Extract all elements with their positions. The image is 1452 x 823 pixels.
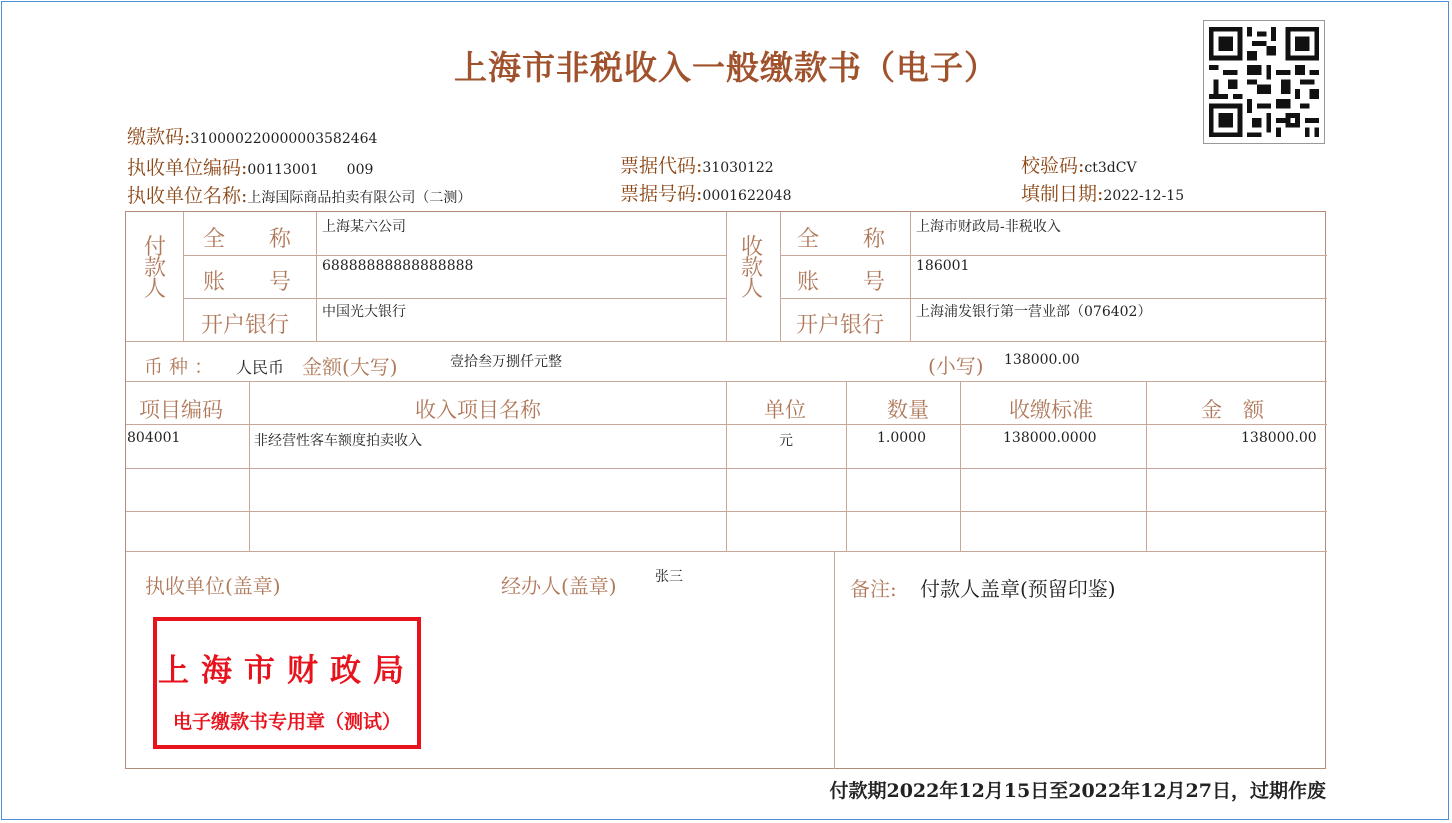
unit-name-value: 上海国际商品拍卖有限公司（二测） [247,190,472,206]
header-item-code: 项目编码 [139,398,223,422]
handler-value: 张三 [655,569,683,585]
payment-code-label: 缴款码: [127,126,191,148]
collect-unit-stamp-label: 执收单位(盖章) [145,574,281,598]
row-item-code: 804001 [127,430,181,446]
row-quantity: 1.0000 [877,430,926,446]
payment-period-note: 付款期2022年12月15日至2022年12月27日，过期作废 [829,780,1326,802]
header-item-name: 收入项目名称 [415,398,541,422]
payer-name-label: 全 称 [203,227,292,252]
header-quantity: 数量 [887,398,929,422]
payee-bank-label: 开户银行 [796,313,885,338]
unit-code-value: 00113001 009 [247,162,374,178]
header-standard: 收缴标准 [1009,398,1093,422]
payer-bank-label: 开户银行 [201,313,290,338]
payer-bank-value: 中国光大银行 [322,304,406,320]
fill-date-value: 2022-12-15 [1103,188,1185,204]
payer-account-label: 账 号 [203,270,292,295]
stamp-line-2: 电子缴款书专用章（测试） [172,711,401,733]
unit-code-row [127,153,373,180]
header-unit: 单位 [764,398,806,422]
amount-lower-value: 138000.00 [1004,352,1080,368]
payer-account-value: 68888888888888888 [322,258,474,274]
payee-name-label: 全 称 [797,227,886,252]
document-title: 上海市非税收入一般缴款书（电子） [454,48,998,87]
payee-name-value: 上海市财政局-非税收入 [916,219,1061,235]
bill-code-value: 31030122 [702,160,774,176]
header-amount: 金 额 [1201,398,1264,422]
payer-name-value: 上海某六公司 [322,219,406,235]
fill-date-label: 填制日期: [1021,183,1104,205]
check-code-label: 校验码: [1021,155,1085,177]
currency-value: 人民币 [236,358,285,377]
payment-code-value: 310000220000003582464 [190,131,378,147]
payment-code-row [127,122,377,149]
bill-code-row [620,151,774,178]
row-unit: 元 [779,433,793,449]
payee-bank-value: 上海浦发银行第一营业部（076402） [916,304,1152,320]
unit-name-row [127,181,471,208]
payee-side-label: 收款人 [740,235,763,302]
check-code-value: ct3dCV [1084,160,1137,176]
fill-date-row [1021,179,1184,206]
payer-side-label: 付款人 [143,235,166,302]
qr-code-icon [1203,20,1325,144]
unit-code-label: 执收单位编码: [127,157,248,179]
currency-label: 币 种 ： [144,356,214,378]
amount-upper-value: 壹拾叁万捌仟元整 [450,354,562,370]
amount-lower-label: (小写) [928,354,984,378]
row-amount: 138000.00 [1241,430,1317,446]
bill-number-label: 票据号码: [620,183,703,205]
bill-number-value: 0001622048 [702,188,792,204]
official-seal-stamp [153,617,421,749]
payee-account-value: 186001 [916,258,970,274]
amount-upper-label: 金额(大写) [302,355,398,379]
row-item-name: 非经营性客车额度拍卖收入 [254,433,422,449]
check-code-row [1021,151,1137,178]
remark-label: 备注: [850,577,897,601]
bill-code-label: 票据代码: [620,155,703,177]
handler-stamp-label: 经办人(盖章) [501,574,617,598]
unit-name-label: 执收单位名称: [127,185,248,207]
row-standard: 138000.0000 [1003,430,1097,446]
remark-value: 付款人盖章(预留印鉴) [920,577,1116,601]
bill-number-row [620,179,791,206]
stamp-line-1: 上海市财政局 [158,653,416,689]
payee-account-label: 账 号 [797,270,886,295]
